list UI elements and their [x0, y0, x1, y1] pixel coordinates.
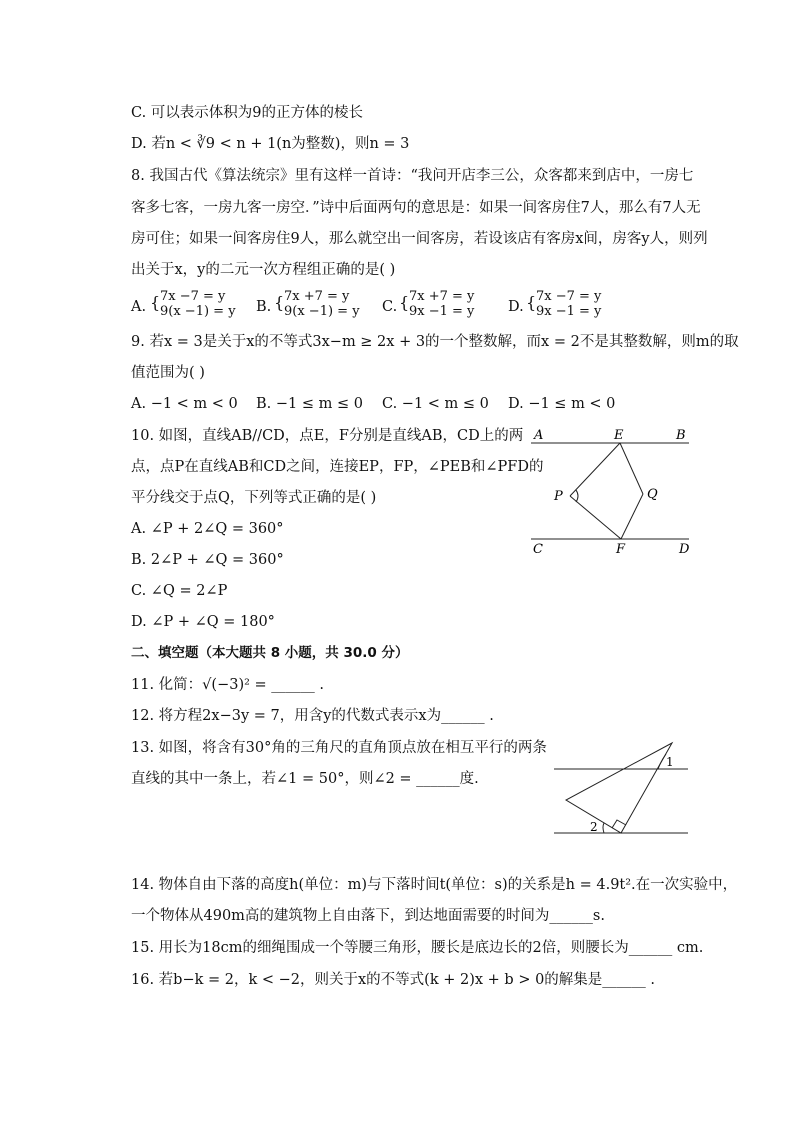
q10-line-2: 点，点P在直线AB和CD之间，连接EP，FP，∠PEB和∠PFD的 — [131, 459, 544, 475]
brace-icon: { — [526, 293, 537, 312]
q10-figure — [525, 424, 695, 559]
right-angle-mark — [612, 820, 626, 828]
q9-line-2: 值范围为( ) — [131, 365, 205, 381]
label-a: A — [534, 428, 544, 443]
q8-b-eq1: 7x +7 = y — [284, 289, 350, 304]
q10-option-d: D. ∠P + ∠Q = 180° — [131, 614, 275, 630]
q8-option-b-system — [274, 289, 374, 321]
label-angle-1: 1 — [666, 755, 674, 769]
segment-pf — [570, 496, 621, 539]
q8-option-d-label: D. — [508, 299, 524, 315]
q8-option-d-system — [526, 289, 626, 321]
segment-eq — [620, 443, 643, 494]
q8-a-eq2: 9(x −1) = y — [160, 304, 236, 319]
q8-c-eq1: 7x +7 = y — [409, 289, 475, 304]
q8-line-3: 房可住；如果一间客房住9人，那么就空出一间客房，若设该店有客房x间，房客y人，则列 — [131, 231, 708, 247]
q8-b-eq2: 9(x −1) = y — [284, 304, 360, 319]
q9-option-b: B. −1 ≤ m ≤ 0 — [256, 396, 363, 412]
label-q: Q — [647, 487, 658, 502]
q8-option-c-system — [399, 289, 499, 321]
q8-option-a-label: A. — [131, 299, 147, 315]
q16: 16. 若b−k = 2，k < −2，则关于x的不等式(k + 2)x + b > 0的解集是______ . — [131, 972, 656, 988]
brace-icon: { — [150, 293, 161, 312]
q10-option-b: B. 2∠P + ∠Q = 360° — [131, 552, 284, 568]
segment-qf — [621, 494, 643, 539]
q10-line-1: 10. 如图，直线AB//CD，点E，F分别是直线AB，CD上的两 — [131, 428, 524, 444]
q8-line-1: 8. 我国古代《算法统宗》里有这样一首诗：“我问开店李三公，众客都来到店中，一房七 — [131, 168, 694, 184]
section-2-heading: 二、填空题（本大题共 8 小题，共 30.0 分） — [131, 645, 409, 661]
brace-icon: { — [399, 293, 410, 312]
triangle-ruler — [566, 743, 672, 833]
q12: 12. 将方程2x−3y = 7，用含y的代数式表示x为______ . — [131, 708, 494, 724]
q13-line-1: 13. 如图，将含有30°角的三角尺的直角顶点放在相互平行的两条 — [131, 740, 547, 756]
label-p: P — [554, 489, 563, 504]
label-f: F — [616, 542, 626, 557]
q7-option-d: D. 若n < ∛9 < n + 1(n为整数)，则n = 3 — [131, 136, 410, 152]
q9-option-c: C. −1 < m ≤ 0 — [382, 396, 489, 412]
q7-option-c: C. 可以表示体积为9的正方体的棱长 — [131, 105, 364, 121]
q8-option-b-label: B. — [256, 299, 272, 315]
q14-line-1: 14. 物体自由下落的高度h(单位：m)与下落时间t(单位：s)的关系是h = 4.9t².在一次实验中， — [131, 877, 738, 893]
segment-ep — [570, 443, 620, 496]
q8-a-eq1: 7x −7 = y — [160, 289, 226, 304]
label-e: E — [614, 428, 624, 443]
label-b: B — [676, 428, 686, 443]
q14-line-2: 一个物体从490m高的建筑物上自由落下，到达地面需要的时间为______s. — [131, 908, 605, 924]
q8-option-a-system — [150, 289, 250, 321]
angle-2-arc — [603, 823, 604, 833]
q9-line-1: 9. 若x = 3是关于x的不等式3x−m ≥ 2x + 3的一个整数解，而x = 2不是其整数解，则m的取 — [131, 334, 739, 350]
q10-option-a: A. ∠P + 2∠Q = 360° — [131, 521, 284, 537]
q8-d-eq2: 9x −1 = y — [536, 304, 602, 319]
label-angle-2: 2 — [590, 820, 598, 834]
q9-option-d: D. −1 ≤ m < 0 — [508, 396, 616, 412]
q13-figure — [552, 737, 692, 839]
q13-line-2: 直线的其中一条上，若∠1 = 50°，则∠2 = ______度. — [131, 771, 479, 787]
q8-c-eq2: 9x −1 = y — [409, 304, 475, 319]
q10-option-c: C. ∠Q = 2∠P — [131, 583, 228, 599]
angle-p-arc — [576, 490, 578, 502]
q8-line-2: 客多七客，一房九客一房空．”诗中后面两句的意思是：如果一间客房住7人，那么有7人无 — [131, 200, 701, 216]
label-d: D — [679, 542, 690, 557]
q8-option-c-label: C. — [382, 299, 398, 315]
q8-line-4: 出关于x，y的二元一次方程组正确的是( ) — [131, 262, 396, 278]
brace-icon: { — [274, 293, 285, 312]
q11: 11. 化简：√(−3)² = ______ . — [131, 677, 324, 693]
q8-d-eq1: 7x −7 = y — [536, 289, 602, 304]
q10-line-3: 平分线交于点Q，下列等式正确的是( ) — [131, 490, 377, 506]
q9-option-a: A. −1 < m < 0 — [131, 396, 238, 412]
q15: 15. 用长为18cm的细绳围成一个等腰三角形，腰长是底边长的2倍，则腰长为______ cm. — [131, 940, 704, 956]
label-c: C — [533, 542, 543, 557]
